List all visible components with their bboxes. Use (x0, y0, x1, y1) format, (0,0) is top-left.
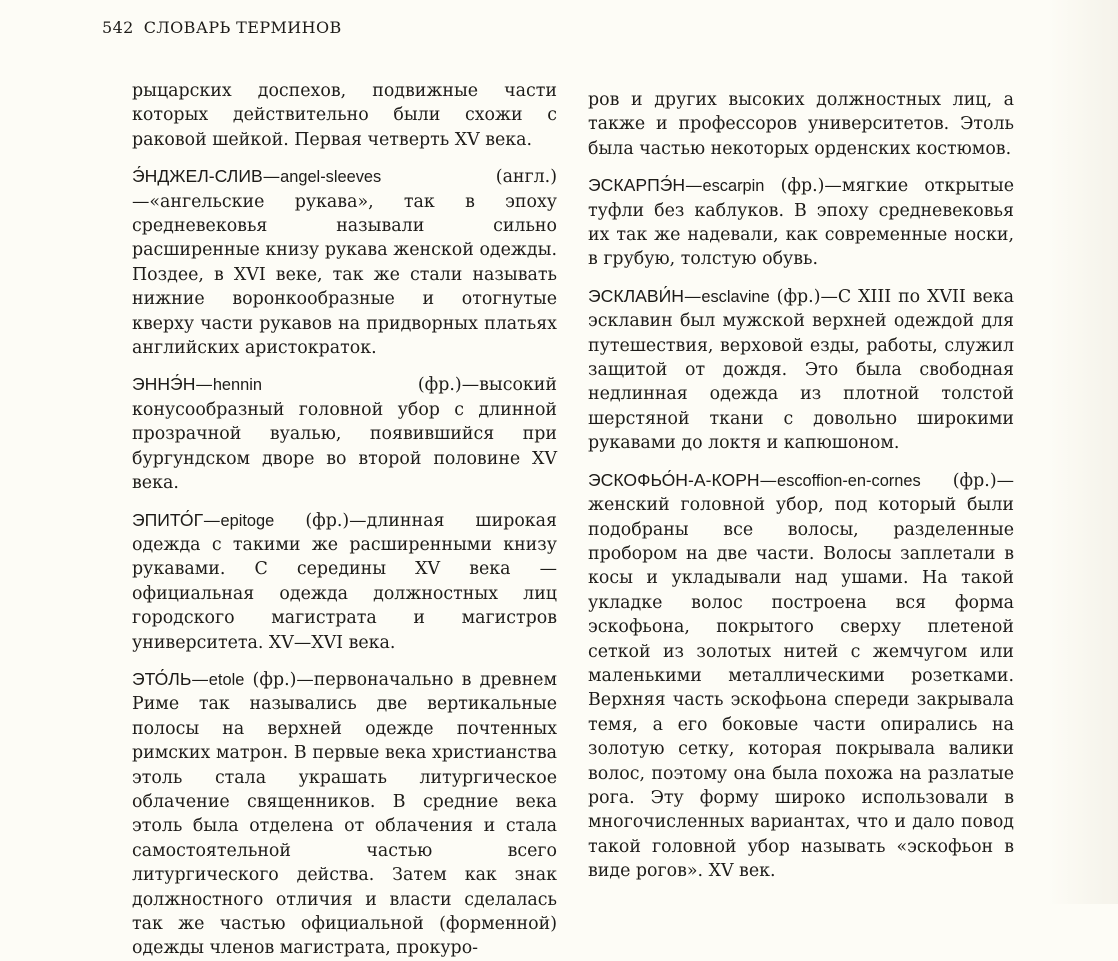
page-number: 542 (102, 18, 134, 37)
entry-language: (фр.) (780, 176, 825, 197)
entry-term: ЭСКЛАВИ́Н (588, 285, 684, 306)
entry-definition: женский головной убор, под который были подобраны все волосы, разделенные пробором на две части. Волосы заплетали в косы и укладывали над ушами. На такой укладке волос построена вся форма эскофьона, покрытого сверху плетеной сеткой из золотых нитей с жемчугом или маленькими металлическими розетками. Верхняя часть эскофьона спереди закрывала темя, а его боковые части опирались на золотую сетку, которая покрывала валики волос, поэтому она была похожа на разлатые рога. Эту форму широко использовали в многочисленных вариантах, что и дало повод такой головной убор называть «эскофьон в виде рогов». XV век. (588, 495, 1014, 882)
entry-language: (фр.) (305, 510, 350, 531)
dictionary-entry-escarpin: ЭСКАРПЭ́Н—escarpin (фр.)—мягкие открытые туфли без каблуков. В эпоху средневековья их так же надевали, как современные носки, в грубую, толстую обувь. (588, 175, 1015, 270)
dictionary-entry-etole: ЭТО́ЛЬ—etole (фр.)—первоначально в древнем Риме так назывались две вертикальные полосы на верхней одежде почтенных римских матрон. В первые века христианства этоль стала украшать литургическое облачение священников. В средние века этоль была отделена от облачения и стала самостоятельной частью всего литургического действа. Затем как знак должностного отличия и власти сделалась так же частью официальной (форменной) одежды членов магистрата, прокуро- (132, 668, 558, 959)
entry-term: Э́НДЖЕЛ-СЛИВ (132, 166, 263, 187)
dictionary-entry-angel-sleeves: Э́НДЖЕЛ-СЛИВ—angel-sleeves (англ.)—«ангельские рукава», так в эпоху средневековья называли сильно расширенные книзу рукава женской одежды. Поздее, в XVI веке, так же стали называть нижние воронкообразные и отогнутые кверху части рукавов на придворных платьях английских аристократок. (132, 166, 557, 359)
entry-definition: мягкие открытые туфли без каблуков. В эпоху средневековья их так же надевали, как современные носки, в грубую, толстую обувь. (588, 176, 1015, 270)
continued-text: рыцарских доспехов, подвижные части которых действительно были схожи с раковой шейкой. Первая четверть XV века. (132, 81, 557, 150)
entry-definition: высокий конусообразный головной убор с длинной прозрачной вуалью, появившийся при бургундском дворе во второй половине XV века. (132, 375, 557, 494)
entry-term: ЭТО́ЛЬ (132, 668, 192, 689)
right-column (588, 88, 1014, 884)
entry-term: ЭННЭ́Н (132, 374, 196, 395)
entry-language: (фр.) (952, 470, 997, 491)
entry-term: ЭСКОФЬО́Н-А-КОРН (588, 469, 760, 490)
page-edge-shadow (1048, 0, 1118, 904)
entry-definition: С XIII по XVII века эсклавин был мужской верхней одеждой для путешествия, верховой езды, работы, служил защитой от дождя. Это была свободная недлинная одежда из плотной толстой шерстяной ткани с довольно широкими рукавами до локтя и капюшоном. (588, 286, 1015, 454)
dictionary-entry-hennin: ЭННЭ́Н—hennin (фр.)—высокий конусообразный головной убор с длинной прозрачной вуалью, появившийся при бургундском дворе во второй половине XV века. (132, 374, 557, 494)
entry-latin: esclavine (701, 287, 770, 306)
entry-latin: angel-sleeves (280, 168, 382, 187)
entry-language: (фр.) (252, 669, 297, 690)
entry-definition: длинная широкая одежда с такими же расширенными книзу рукавами. С середины XV века — официальная одежда должностных лиц городского магистрата и магистров университета. XV—XVI века. (132, 510, 558, 653)
entry-latin: escoffion-en-cornes (777, 471, 921, 490)
entry-language: (англ.) (495, 167, 557, 188)
entry-latin: escarpin (702, 177, 765, 196)
entry-term: ЭПИТО́Г (132, 509, 204, 530)
entry-latin: epitoge (220, 511, 275, 530)
running-head (102, 18, 342, 37)
section-title: СЛОВАРЬ ТЕРМИНОВ (143, 18, 342, 37)
continued-text: ров и других высоких должностных лиц, а также и профессоров университетов. Этоль была частью некоторых орденских костюмов. (588, 90, 1014, 159)
dictionary-entry-epitoge: ЭПИТО́Г—epitoge (фр.)—длинная широкая одежда с такими же расширенными книзу рукавами. С середины XV века — официальная одежда должностных лиц городского магистрата и магистров университета. XV—XVI века. (132, 509, 558, 653)
entry-definition: «ангельские рукава», так в эпоху средневековья называли сильно расширенные книзу рукава женской одежды. Поздее, в XVI веке, так же стали называть нижние воронкообразные и отогнутые кверху части рукавов на придворных платьях английских аристократок. (132, 191, 557, 359)
entry-term: ЭСКАРПЭ́Н (588, 175, 686, 196)
entry-latin: etole (208, 670, 245, 689)
entry-language: (фр.) (776, 286, 821, 307)
entry-latin: hennin (212, 376, 263, 395)
left-column (132, 79, 557, 961)
entry-definition: первоначально в древнем Риме так назывались две вертикальные полосы на верхней одежде почтенных римских матрон. В первые века христианства этоль стала украшать литургическое облачение священников. В средние века этоль была отделена от облачения и стала самостоятельной частью всего литургического действа. Затем как знак должностного отличия и власти сделалась так же частью официальной (форменной) одежды членов магистрата, прокуро- (132, 669, 558, 959)
dictionary-entry-esclavine: ЭСКЛАВИ́Н—esclavine (фр.)—С XIII по XVII века эсклавин был мужской верхней одеждой для путешествия, верховой езды, работы, служил защитой от дождя. Это была свободная недлинная одежда из плотной толстой шерстяной ткани с довольно широкими рукавами до локтя и капюшоном. (588, 285, 1015, 454)
dictionary-entry-escoffion: ЭСКОФЬО́Н-А-КОРН—escoffion-en-cornes (фр.)—женский головной убор, под который были подобраны все волосы, разделенные пробором на две части. Волосы заплетали в косы и укладывали над ушами. На такой укладке волос построена вся форма эскофьона, покрытого сверху плетеной сеткой из золотых нитей с жемчугом или маленькими металлическими розетками. Верхняя часть эскофьона спереди закрывала темя, а его боковые части опирались на золотую сетку, которая покрывала валики волос, поэтому она была похожа на разлатые рога. Эту форму широко использовали в многочисленных вариантах, что и дало повод такой головной убор называть «эскофьон в виде рогов». XV век. (588, 469, 1014, 882)
entry-language: (фр.) (417, 375, 462, 396)
